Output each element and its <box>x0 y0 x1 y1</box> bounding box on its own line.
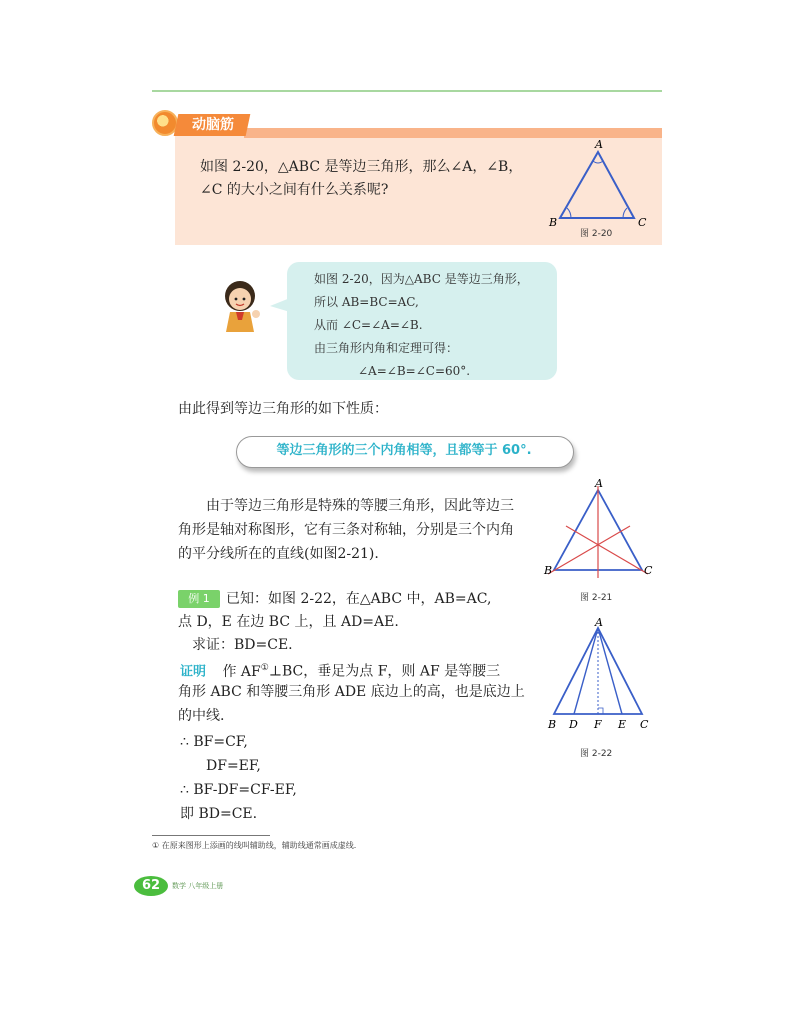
caption-2-20: 图 2-20 <box>580 229 613 239</box>
bubble-line-2: 所以 AB=BC=AC, <box>314 295 419 309</box>
bubble-line-4: 由三角形内角和定理可得： <box>314 341 459 355</box>
think-header-bar <box>244 128 662 138</box>
triangle-abc <box>560 152 634 218</box>
footnote-ref: ① <box>260 663 269 673</box>
axis-line-3: 的平分线所在的直线(如图2-21). <box>178 546 379 562</box>
example-line-1: 已知：如图 2-22，在△ABC 中，AB=AC, <box>226 591 492 607</box>
segment-ae <box>598 628 622 714</box>
right-angle-mark <box>598 708 603 714</box>
axis-line-2: 角形是轴对称图形，它有三条对称轴，分别是三个内角 <box>178 522 514 538</box>
bubble-line-5: ∠A=∠B=∠C=60°. <box>358 364 471 378</box>
think-line-1: 如图 2-20，△ABC 是等边三角形，那么∠A，∠B， <box>200 159 523 175</box>
top-rule <box>152 90 662 92</box>
figure-2-22 <box>540 616 660 734</box>
step-3: ∴ BF-DF=CF-EF, <box>180 782 297 798</box>
label-b: B <box>544 564 553 577</box>
label-b: B <box>549 216 558 229</box>
figure-2-21 <box>540 478 660 586</box>
label-b: B <box>548 718 557 731</box>
label-c: C <box>640 718 649 731</box>
bubble-text <box>314 268 554 383</box>
angle-mark-b <box>567 208 571 218</box>
proof-line-3: 的中线. <box>178 708 225 724</box>
property-text: 等边三角形的三个内角相等，且都等于 60°. <box>276 443 532 458</box>
footnote: ① 在原来图形上添画的线叫辅助线，辅助线通常画成虚线. <box>152 841 357 850</box>
label-a: A <box>595 138 603 151</box>
example-line-2: 点 D，E 在边 BC 上，且 AD=AE. <box>178 614 399 630</box>
proof-text-1: 作 AF <box>222 663 261 680</box>
label-e: E <box>618 718 627 731</box>
label-c: C <box>638 216 647 229</box>
proof-label: 证明 <box>180 664 207 680</box>
caption-2-22: 图 2-22 <box>580 749 613 759</box>
proof-text-1b: ⊥BC，垂足为点 F，则 AF 是等腰三 <box>268 663 501 680</box>
label-c: C <box>644 564 653 577</box>
axis-c <box>566 526 648 574</box>
footnote-rule <box>152 835 270 836</box>
axis-paragraph <box>178 494 538 566</box>
proof-line-1 <box>180 657 500 684</box>
page-number: 62 <box>141 878 161 893</box>
angle-mark-a <box>593 161 603 163</box>
label-a: A <box>595 478 603 490</box>
think-title: 动脑筋 <box>192 117 234 133</box>
figure-2-20 <box>540 138 660 240</box>
step-4: 即 BD=CE. <box>180 806 258 822</box>
axis-line-1: 由于等边三角形是特殊的等腰三角形，因此等边三 <box>206 498 514 514</box>
example-line-3: 求证：BD=CE. <box>192 637 293 653</box>
label-f: F <box>594 718 602 731</box>
think-title-tab <box>174 114 251 136</box>
girl-icon <box>218 276 264 334</box>
book-title: 数学 八年级上册 <box>172 882 224 890</box>
bubble-tail <box>270 296 290 314</box>
step-1: ∴ BF=CF, <box>180 734 248 750</box>
think-line-2: ∠C 的大小之间有什么关系呢? <box>200 182 389 198</box>
segment-ad <box>574 628 598 714</box>
intro-text: 由此得到等边三角形的如下性质： <box>178 401 388 417</box>
label-d: D <box>569 718 578 731</box>
axis-b <box>548 526 630 574</box>
think-question <box>200 156 550 202</box>
bubble-line-1: 如图 2-20，因为△ABC 是等边三角形， <box>314 272 529 286</box>
example-badge: 例 1 <box>178 590 220 608</box>
caption-2-21: 图 2-21 <box>580 593 613 603</box>
bubble-line-3: 从而 ∠C=∠A=∠B. <box>314 318 423 332</box>
label-a: A <box>595 616 603 629</box>
proof-line-2: 角形 ABC 和等腰三角形 ADE 底边上的高，也是底边上 <box>178 684 525 700</box>
step-2: DF=EF, <box>206 758 261 774</box>
angle-mark-c <box>623 208 627 218</box>
